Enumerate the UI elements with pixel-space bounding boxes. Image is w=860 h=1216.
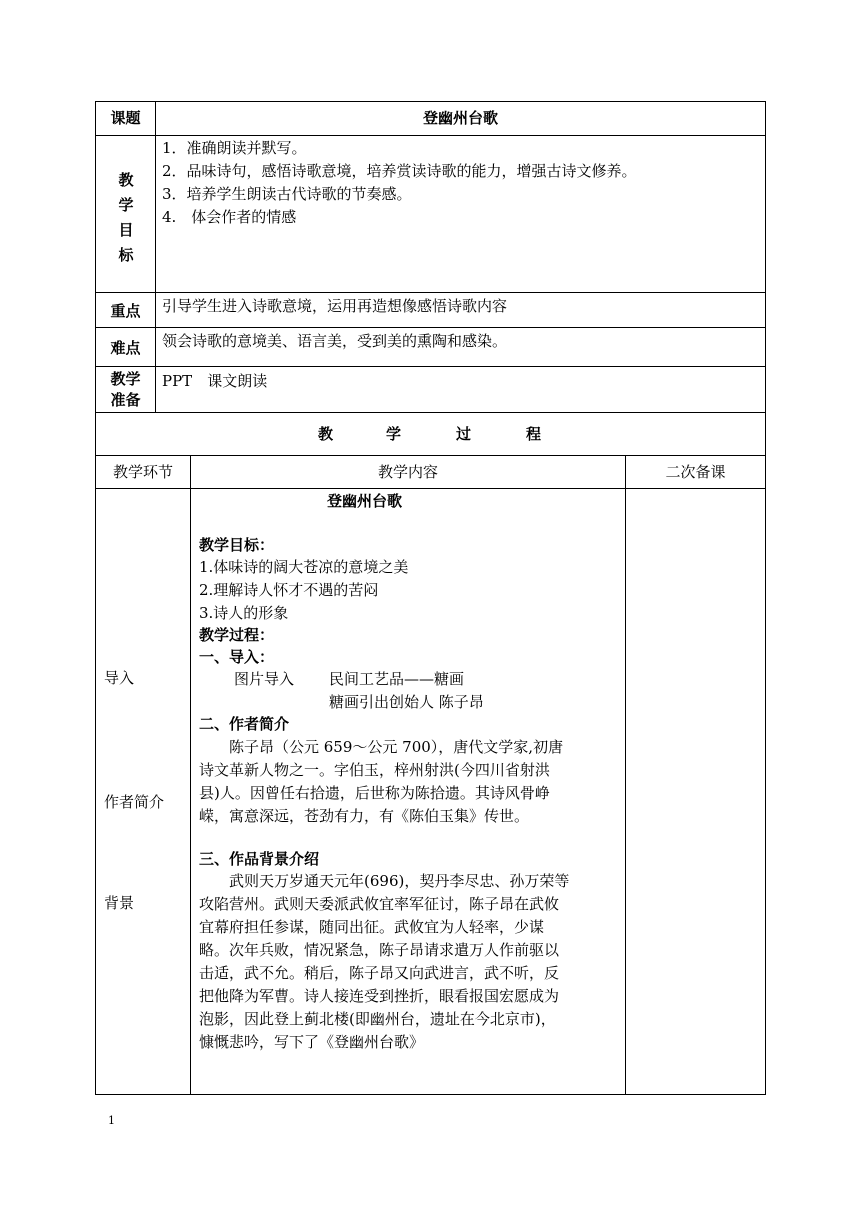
goals-label-char: 标 [118,246,134,264]
process-heading-char: 程 [526,425,542,443]
goal-item: 3．培养学生朗读古代诗歌的节奏感。 [162,185,412,203]
goal-item: 1．准确朗读并默写。 [162,139,307,157]
process-heading-char: 教 [318,425,334,443]
intro-line: 民间工艺品——糖画 [329,670,465,688]
goal-item: 4. 体会作者的情感 [162,208,297,226]
goals-label-char: 学 [118,196,134,214]
goals-heading: 教学目标： [199,536,275,554]
author-line: 嵘，寓意深远，苍劲有力，有《陈伯玉集》传世。 [199,807,530,825]
content-goal: 3.诗人的形象 [199,604,289,622]
key-label: 重点 [110,302,141,320]
process-subheading: 教学过程： [199,626,275,644]
prep-label-line2: 准备 [110,391,141,409]
difficulty-value: 领会诗歌的意境美、语言美，受到美的熏陶和感染。 [162,332,508,350]
stage-intro: 导入 [104,669,135,687]
process-heading-char: 学 [386,425,402,443]
background-line: 武则天万岁通天元年(696)，契丹李尽忠、孙万荣等 [199,872,570,890]
content-title: 登幽州台歌 [327,492,403,510]
col-header-content: 教学内容 [377,463,438,481]
background-line: 攻陷营州。武则天委派武攸宜率军征讨，陈子昂在武攸 [199,895,560,913]
background-line: 宜幕府担任参谋，随同出征。武攸宜为人轻率，少谋 [199,918,545,936]
author-line: 陈子昂（公元 659～公元 700），唐代文学家,初唐 [199,738,564,756]
content-goal: 2.理解诗人怀才不遇的苦闷 [199,581,379,599]
author-line: 县)人。因曾任右拾遗，后世称为陈拾遗。其诗风骨峥 [199,784,550,802]
prep-value: PPT 课文朗读 [162,372,268,390]
process-heading-char: 过 [456,425,472,443]
stage-background: 背景 [104,894,135,912]
background-line: 击适，武不允。稍后，陈子昂又向武进言，武不听，反 [199,964,560,982]
intro-line: 糖画引出创始人 陈子昂 [329,693,484,711]
background-line: 泡影，因此登上蓟北楼(即幽州台，遗址在今北京市)， [199,1010,556,1028]
key-value: 引导学生进入诗歌意境，运用再造想像感悟诗歌内容 [162,297,508,315]
stage-author: 作者简介 [104,793,165,811]
goal-item: 2．品味诗句，感悟诗歌意境，培养赏读诗歌的能力，增强古诗文修养。 [162,162,637,180]
background-line: 把他降为军曹。诗人接连受到挫折，眼看报国宏愿成为 [199,987,560,1005]
col-header-stage: 教学环节 [112,463,173,481]
col-header-notes: 二次备课 [665,463,726,481]
background-line: 略。次年兵败，情况紧急，陈子昂请求遣万人作前驱以 [199,941,560,959]
difficulty-label: 难点 [110,339,141,357]
goals-label-char: 教 [118,171,134,189]
page-number: 1 [108,1114,115,1127]
lesson-title: 登幽州台歌 [422,109,498,127]
prep-label-line1: 教学 [110,370,141,388]
section-background-heading: 三、作品背景介绍 [199,850,320,868]
title-label: 课题 [110,109,141,127]
background-line: 慷慨悲吟，写下了《登幽州台歌》 [199,1033,425,1051]
goals-label-char: 目 [118,221,134,239]
content-goal: 1.体味诗的阔大苍凉的意境之美 [199,558,409,576]
author-line: 诗文革新人物之一。字伯玉，梓州射洪(今四川省射洪 [199,761,550,779]
intro-line: 图片导入 [234,670,295,688]
section-intro-heading: 一、导入： [199,648,275,666]
section-author-heading: 二、作者简介 [199,715,290,733]
